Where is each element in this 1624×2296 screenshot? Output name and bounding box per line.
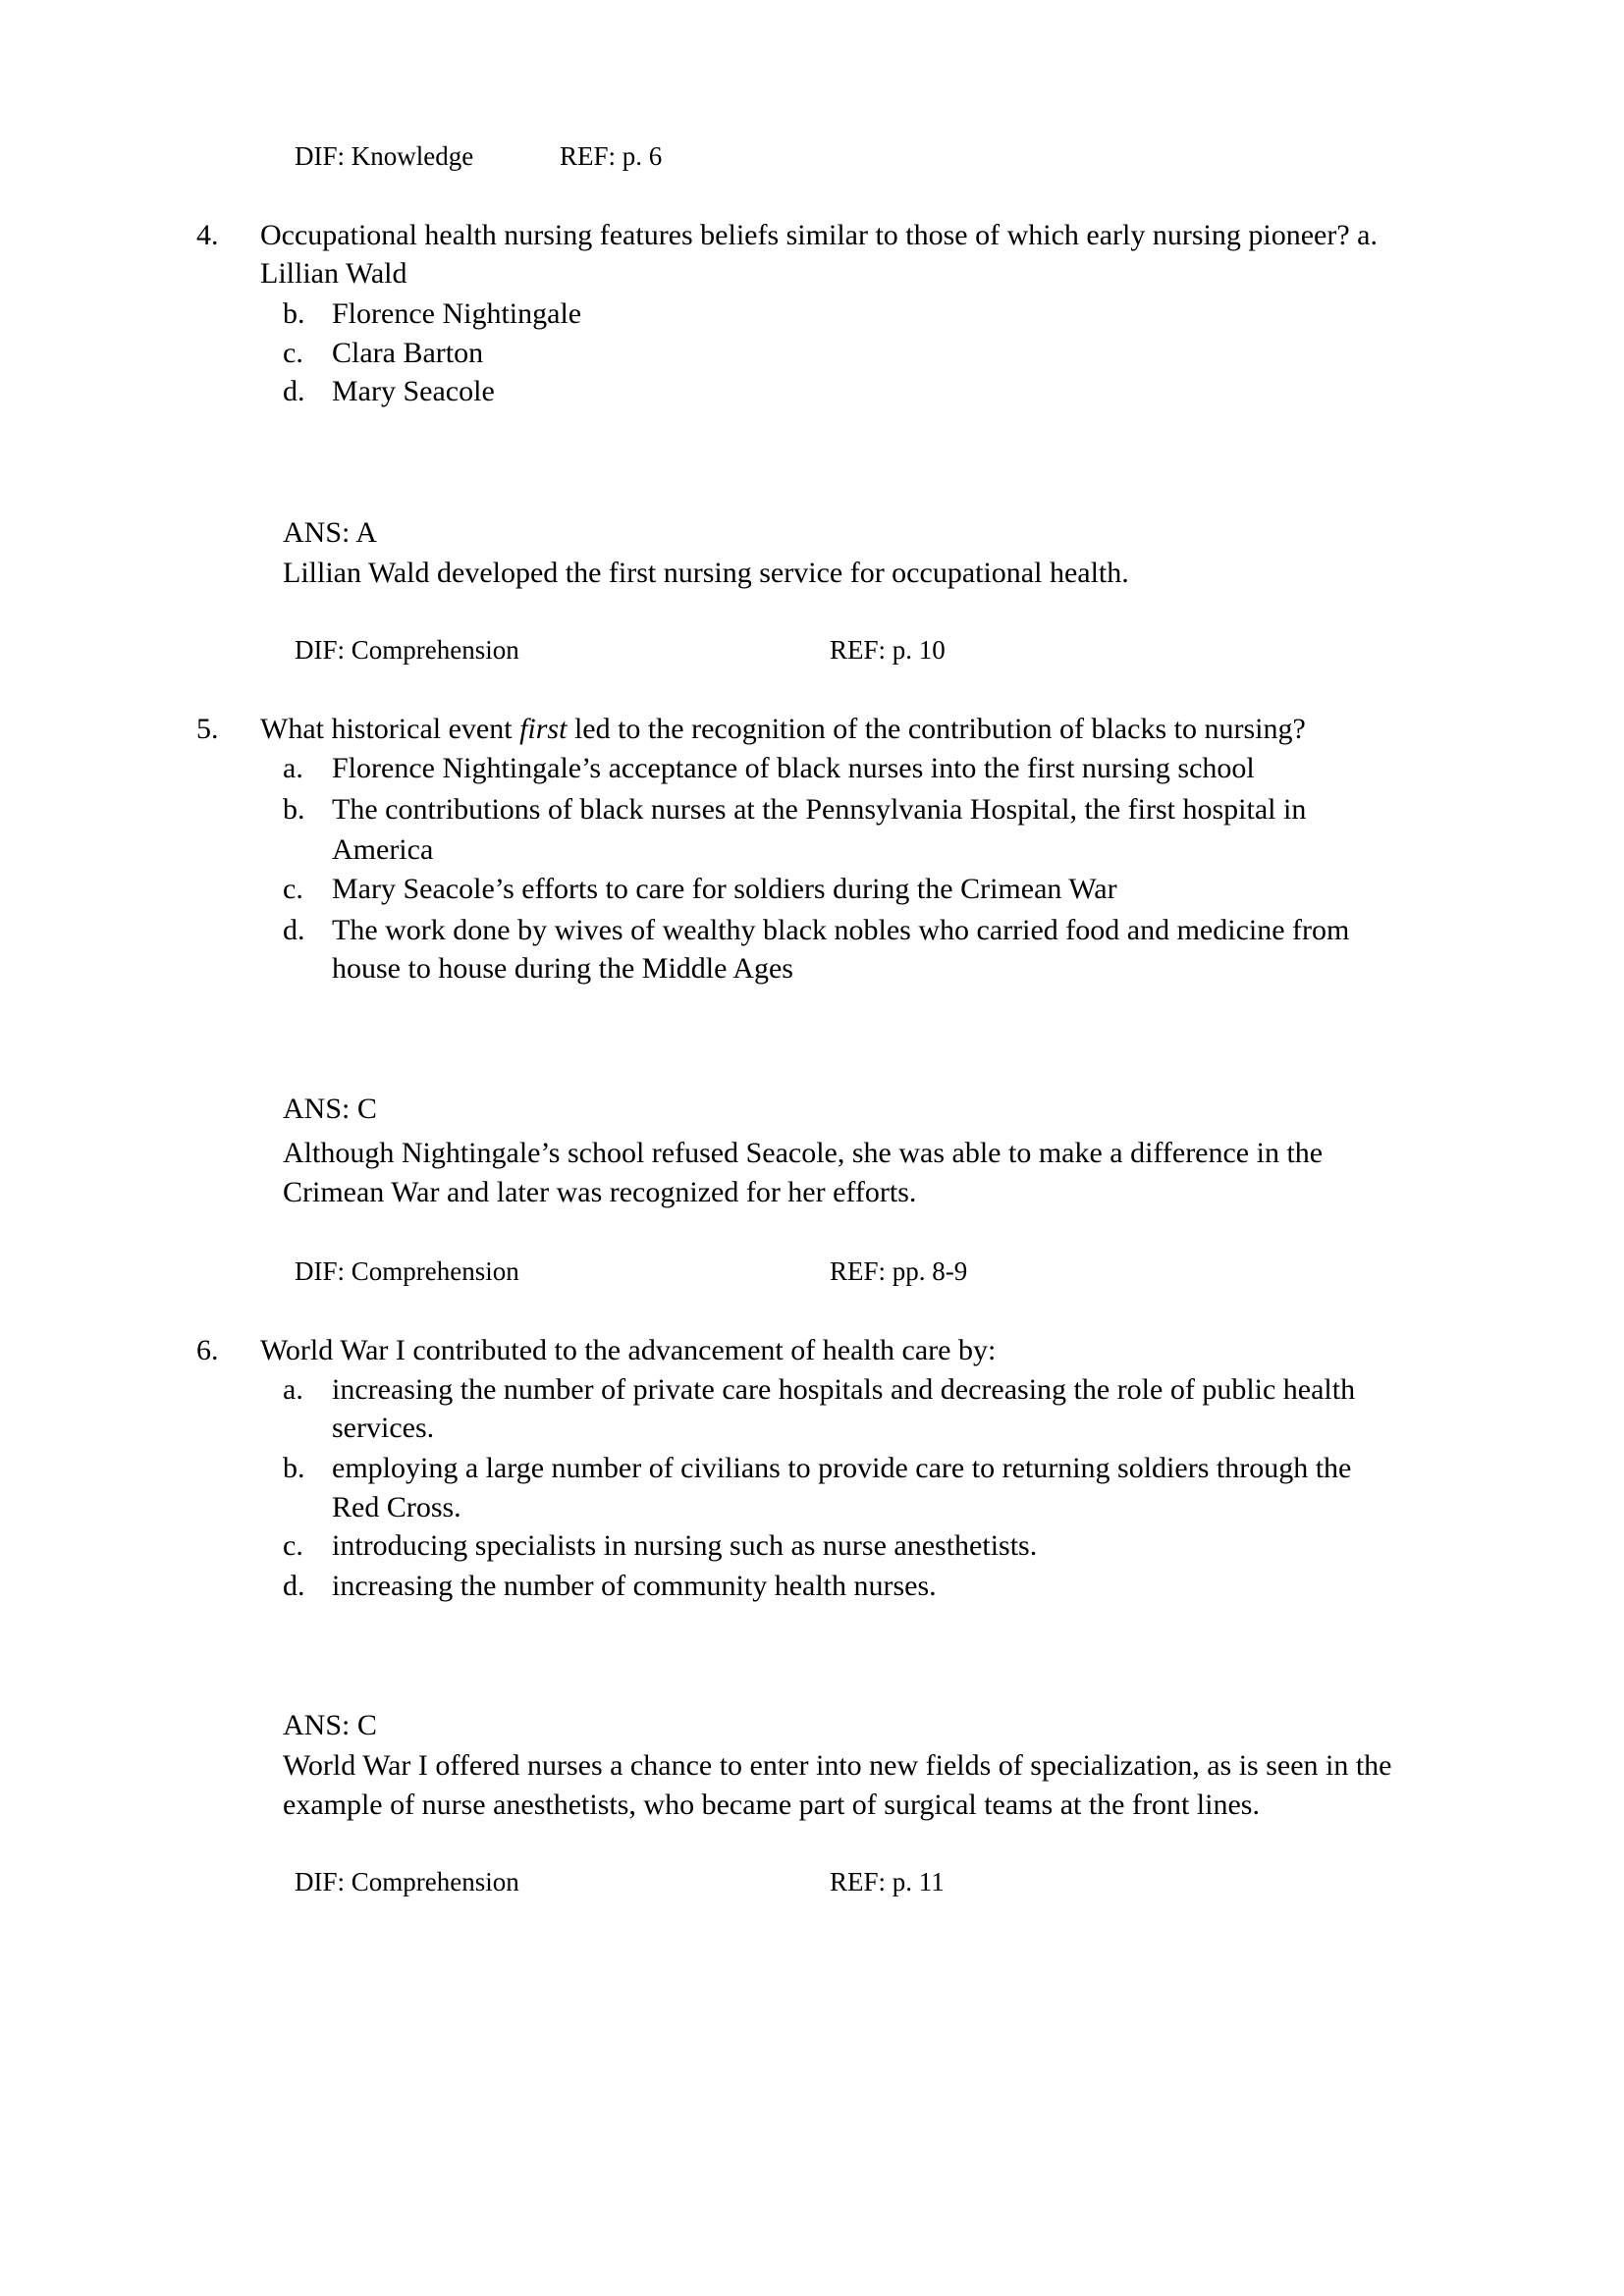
difficulty-label: DIF: Knowledge: [295, 141, 474, 171]
question-stem: What historical event first led to the recognition of the contribution of blacks to nursing?: [260, 713, 1306, 745]
rationale-text: World War I offered nurses a chance to enter into new fields of specialization, as is seen in the: [283, 1749, 1392, 1782]
question-stem: World War I contributed to the advancement of health care by:: [260, 1334, 997, 1366]
question-number: 4.: [196, 219, 219, 251]
option-letter: c.: [283, 1529, 303, 1562]
reference-label: REF: pp. 8-9: [830, 1256, 968, 1286]
option-text: Mary Seacole’s efforts to care for soldiers during the Crimean War: [332, 873, 1117, 905]
option-text: Mary Seacole: [332, 375, 495, 407]
option-text: The contributions of black nurses at the Pennsylvania Hospital, the first hospital in: [332, 793, 1307, 826]
option-letter: c.: [283, 873, 303, 905]
emphasis: first: [519, 713, 568, 745]
question-stem-continued: Lillian Wald: [260, 257, 407, 290]
rationale-text: Crimean War and later was recognized for her efforts.: [283, 1176, 917, 1208]
option-letter: c.: [283, 337, 303, 369]
option-letter: a.: [283, 1373, 303, 1406]
question-number: 5.: [196, 713, 219, 745]
option-text: Clara Barton: [332, 337, 484, 369]
rationale-text: Although Nightingale’s school refused Seacole, she was able to make a difference in the: [283, 1137, 1324, 1169]
option-text-continued: Red Cross.: [332, 1491, 461, 1523]
option-text-continued: America: [332, 833, 434, 866]
reference-label: REF: p. 11: [830, 1867, 945, 1896]
option-letter: a.: [283, 752, 303, 784]
option-letter: d.: [283, 914, 305, 946]
answer-label: ANS: C: [283, 1709, 377, 1741]
question-stem: Occupational health nursing features beliefs similar to those of which early nursing pioneer? a.: [260, 219, 1378, 251]
rationale-text: Lillian Wald developed the first nursing service for occupational health.: [283, 557, 1129, 589]
option-text: increasing the number of community health nurses.: [332, 1570, 937, 1602]
option-text: introducing specialists in nursing such as nurse anesthetists.: [332, 1529, 1038, 1562]
option-text: Florence Nightingale: [332, 297, 582, 330]
option-text: Florence Nightingale’s acceptance of black nurses into the first nursing school: [332, 752, 1255, 784]
rationale-text: example of nurse anesthetists, who became part of surgical teams at the front lines.: [283, 1789, 1260, 1821]
answer-label: ANS: C: [283, 1093, 377, 1125]
option-letter: b.: [283, 1452, 305, 1484]
difficulty-label: DIF: Comprehension: [295, 1256, 519, 1286]
option-text-continued: services.: [332, 1412, 435, 1444]
difficulty-label: DIF: Comprehension: [295, 635, 519, 665]
option-text: increasing the number of private care hospitals and decreasing the role of public health: [332, 1373, 1356, 1406]
option-text: The work done by wives of wealthy black nobles who carried food and medicine from: [332, 914, 1350, 946]
question-number: 6.: [196, 1334, 219, 1366]
option-letter: b.: [283, 297, 305, 330]
reference-label: REF: p. 10: [830, 635, 946, 665]
difficulty-label: DIF: Comprehension: [295, 1867, 519, 1896]
option-letter: d.: [283, 375, 305, 407]
option-letter: d.: [283, 1570, 305, 1602]
option-text-continued: house to house during the Middle Ages: [332, 952, 793, 985]
option-text: employing a large number of civilians to provide care to returning soldiers through the: [332, 1452, 1352, 1484]
answer-label: ANS: A: [283, 516, 377, 549]
option-letter: b.: [283, 793, 305, 826]
reference-label: REF: p. 6: [560, 141, 663, 171]
